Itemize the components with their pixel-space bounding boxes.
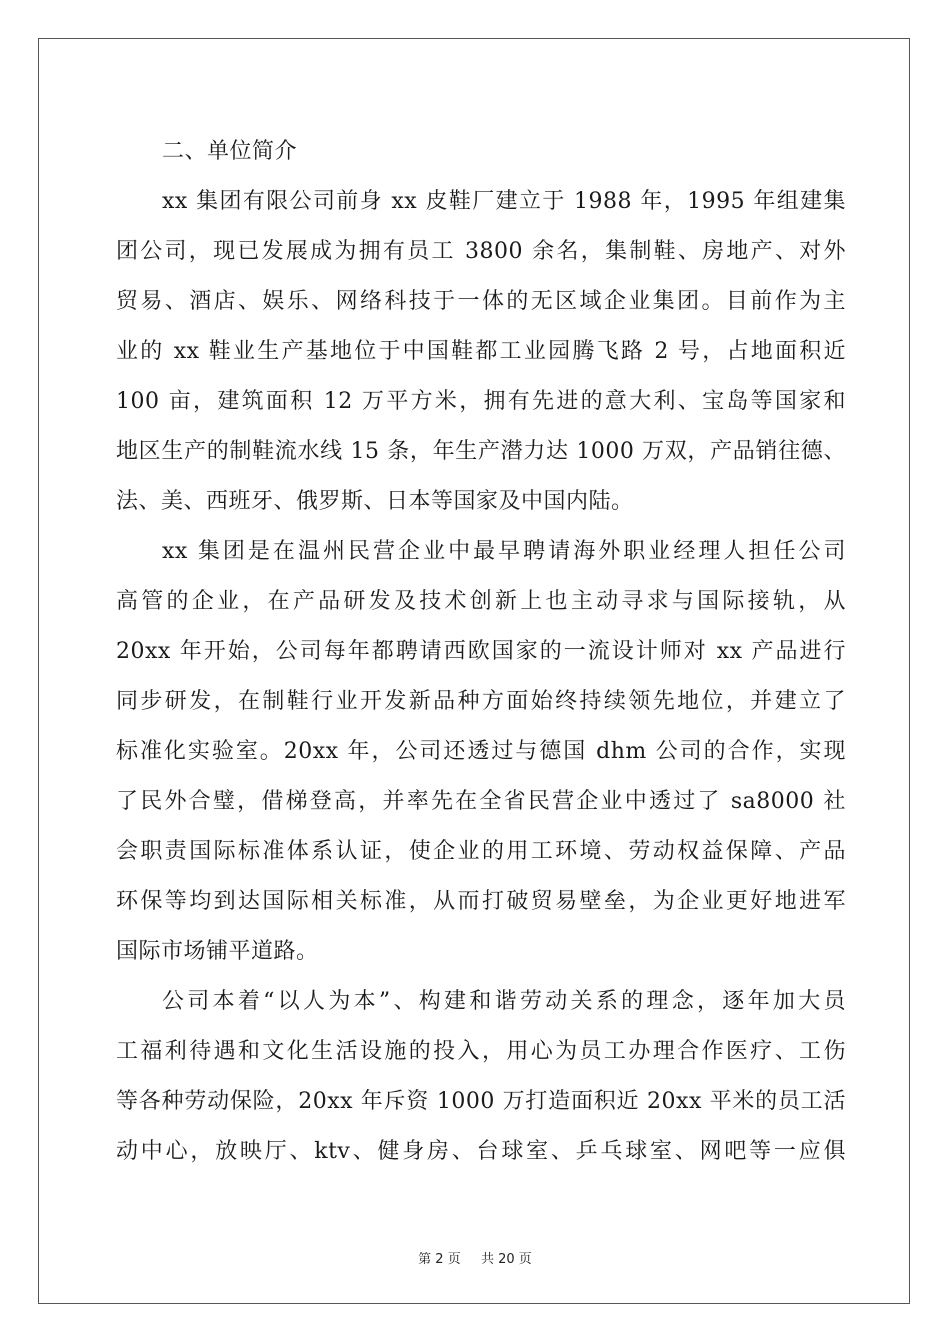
text-line: 同步研发，在制鞋行业开发新品种方面始终持续领先地位，并建立了 <box>116 689 846 714</box>
text-line: 公司本着“以人为本”、构建和谐劳动关系的理念，逐年加大员 <box>162 989 846 1014</box>
text-line: 贸易、酒店、娱乐、网络科技于一体的无区域企业集团。目前作为主 <box>116 289 846 314</box>
text-line: 业的 xx 鞋业生产基地位于中国鞋都工业园腾飞路 2 号，占地面积近 <box>116 339 846 364</box>
text-line: 法、美、西班牙、俄罗斯、日本等国家及中国内陆。 <box>116 489 634 514</box>
page-footer <box>0 1248 950 1267</box>
text-line: 工福利待遇和文化生活设施的投入，用心为员工办理合作医疗、工伤 <box>116 1039 846 1064</box>
text-line: 高管的企业，在产品研发及技术创新上也主动寻求与国际接轨，从 <box>116 589 846 614</box>
page-number: 第 2 页 <box>418 1252 461 1267</box>
section-heading: 二、单位简介 <box>162 139 298 164</box>
text-line: 团公司，现已发展成为拥有员工 3800 余名，集制鞋、房地产、对外 <box>116 239 846 264</box>
paragraph <box>116 177 846 527</box>
text-line: 环保等均到达国际相关标准，从而打破贸易壁垒，为企业更好地进军 <box>116 889 846 914</box>
page-total: 共 20 页 <box>481 1252 532 1267</box>
text-line: 100 亩，建筑面积 12 万平方米，拥有先进的意大利、宝岛等国家和 <box>116 389 846 414</box>
text-line: 20xx 年开始，公司每年都聘请西欧国家的一流设计师对 xx 产品进行 <box>116 639 846 664</box>
text-line: 等各种劳动保险，20xx 年斥资 1000 万打造面积近 20xx 平米的员工活 <box>116 1089 846 1114</box>
paragraph <box>116 527 846 977</box>
text-line: 会职责国际标准体系认证，使企业的用工环境、劳动权益保障、产品 <box>116 839 846 864</box>
text-line: 国际市场铺平道路。 <box>116 939 319 964</box>
text-line: 了民外合璧，借梯登高，并率先在全省民营企业中透过了 sa8000 社 <box>116 789 846 814</box>
text-line: 地区生产的制鞋流水线 15 条，年生产潜力达 1000 万双，产品销往德、 <box>116 439 846 464</box>
text-line: 动中心，放映厅、ktv、健身房、台球室、乒乓球室、网吧等一应俱 <box>116 1139 846 1164</box>
text-line: xx 集团是在温州民营企业中最早聘请海外职业经理人担任公司 <box>162 539 846 564</box>
text-line: xx 集团有限公司前身 xx 皮鞋厂建立于 1988 年，1995 年组建集 <box>162 189 846 214</box>
text-line: 标准化实验室。20xx 年，公司还透过与德国 dhm 公司的合作，实现 <box>116 739 846 764</box>
paragraph <box>116 977 846 1177</box>
document-body <box>116 127 846 1177</box>
